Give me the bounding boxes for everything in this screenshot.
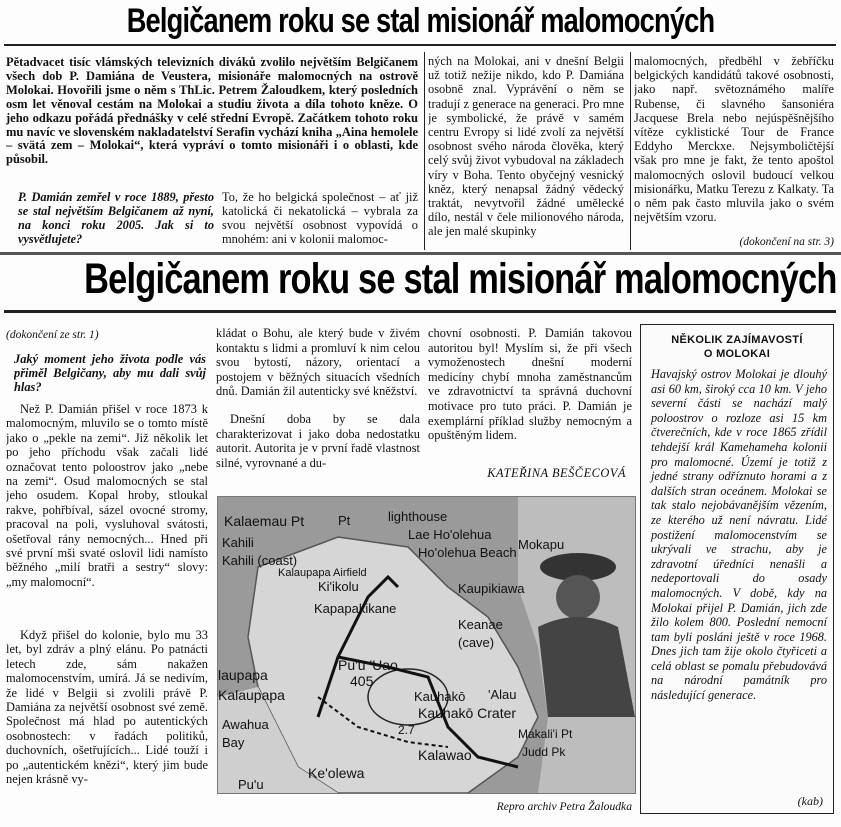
bottom-question: Jaký moment jeho života podle vás přiměl Belgičany, aby mu dali svůj hlas? [14, 352, 206, 394]
map-label: Ho'olehua Beach [418, 545, 517, 560]
map-label: Kahili [222, 535, 254, 550]
map-label: Kalaupapa Airfield [278, 567, 367, 579]
top-answer-start: To, že ho belgická společnost – ať již katolická či nekatolická – vybrala za svou největší osobnost vypovídá o mnohém: ani v kolonii malomoc- [222, 190, 418, 246]
map-label: Ke'olewa [308, 765, 365, 781]
map-label: Bay [222, 735, 245, 750]
sidebar-signature: (kab) [797, 794, 823, 808]
map-label: Kalaemau Pt [224, 513, 305, 529]
map-label: 405 [350, 673, 374, 689]
map-label: Ki'ikolu [318, 579, 359, 594]
map-label: lighthouse [388, 509, 448, 524]
molokai-map-photo [217, 496, 636, 794]
map-label: 2.7 [398, 723, 415, 737]
map-label: (cave) [458, 635, 495, 650]
map-label: Mokapu [518, 537, 565, 552]
map-label: Kalaupapa [218, 687, 285, 703]
map-label: Lae Ho'olehua [408, 527, 492, 542]
sidebar-box [640, 324, 834, 814]
map-label: Makali'i Pt [518, 727, 573, 741]
map-label: Awahua [222, 717, 269, 732]
top-lead-paragraph: Pětadvacet tisíc vlámských televizních diváků zvolilo největším Belgičanem všech dob P. Damiána de Veustera, misionáře malomocných na ostrově Molokai. Hovořili jsme o něm s ThLic. Petrem Žaloudkem, který posledních osm let věnoval cestám na Molokai a studiu života a díla tohoto kněze. O jeho odkazu pořádá přednášky v celé střední Evropě. Začátkem tohoto roku mu navíc ve slovenském nakladatelství Serafin vychází kniha „Aina hemolele – svätá zem – Molokai“, která vypráví o tomto misionáři i o oblasti, kde působil. [6, 56, 418, 167]
map-label: Kauhakō Crater [418, 705, 517, 721]
bottom-col2-para2: Dnešní doba by se dala charakterizovat i jako doba nedostatku autorit. Autorita je v první řadě vlastnost silné, vyrovnané a du- [216, 412, 420, 470]
map-label: Pu'u 'Uao [338, 657, 398, 673]
continued-from-note: (dokončení ze str. 1) [6, 329, 99, 341]
bottom-col1-para2: Když přišel do kolonie, bylo mu 33 let, byl zdráv a plný elánu. Po patnácti letech zde, sám nakažen malomocenstvím, umírá. Já se nedivím, že lidé v Belgii si zvolili právě P. Damiána za největší osobnost své země. Společnost má hlad po autentických osobnostech: v řadách politiků, duchovních, ošetřujících... Lidé touží i po „autentickém knězi“, který jim bude nejen krásně vy- [6, 628, 208, 787]
column-rule [630, 52, 631, 250]
continued-note: (dokončení na str. 3) [739, 236, 834, 248]
author-byline: KATEŘINA BEŠČECOVÁ [487, 466, 626, 480]
top-headline: Belgičanem roku se stal misionář malomocných [126, 2, 715, 40]
map-label-layer [218, 497, 635, 793]
sidebar-title: NĚKOLIK ZAJÍMAVOSTÍ O MOLOKAI [671, 334, 803, 360]
map-label: Kauhakō [414, 689, 466, 704]
map-label: Kaupikiawa [458, 581, 525, 596]
top-divider [4, 44, 836, 46]
top-question: P. Damián zemřel v roce 1889, přesto se stal největším Belgičanem až nyní, na konci roku 2005. Jak si to vysvětlujete? [18, 190, 214, 246]
column-rule [424, 52, 425, 250]
map-label: Judd Pk [522, 745, 566, 759]
map-label: Kalawao [418, 747, 472, 763]
bottom-headline: Belgičanem roku se stal misionář malomocných [84, 255, 837, 303]
top-column-four: malomocných, předběhl v žebříčku belgických kandidátů takové osobnosti, jako např. světoznámého malíře Rubense, či slavného šansoniéra Jacquese Brela nebo nejúspěšnějšího vítěze cyklistické Tour de France Eddyho Merckxe. Nejsymboličtější však pro mne je fakt, že tento apoštol malomocných oslovil budoucí velkou misionářku, Matku Terezu z Kalkaty. Ta o něm pak často mluvila jako o svém největším vzoru. [634, 54, 834, 225]
photo-credit: Repro archiv Petra Žaloudka [496, 800, 632, 813]
bottom-col2-para1: kládat o Bohu, ale který bude v živém kontaktu s lidmi a promluví k nim celou svou bytostí, názory, orientací a postojem v běžných situacích všedních dnů. Damián žil autenticky své kněžství. [216, 326, 420, 399]
map-label: Pt [338, 513, 351, 528]
bottom-col3-para1: chovní osobnosti. P. Damián takovou autoritou byl! Myslím si, že při všech vymoženostech dnešní moderní medicíny chybí mnoha zaměstnancům ve zdravotnictví ta správná duchovní motivace pro tuto práci. P. Damián je exemplární příklad služby nemocným a opuštěným lidem. [428, 326, 632, 443]
map-label: 'Alau [488, 687, 517, 702]
map-label: Kahili (coast) [222, 553, 298, 568]
sidebar-text: Havajský ostrov Molokai je dlouhý asi 60 km, široký cca 10 km. V jeho severní části se nachází malý poloostrov o rozloze asi 15 km čtverečních, kde v roce 1865 zřídil tehdejší král Kamehameha kolonii pro malomocné. Území je totiž z jedné strany odříznuto horami a z dalších stran oceánem. Molokai se tak stalo nejobávanějším vězením, ze kterého už není návratu. Lidé postižení malomocenstvím se ukrývali ve strachu, aby je zdravotní úředníci nenašli a nedeportovali do osady malomocných. V době, kdy na Molokai přijel P. Damián, jich zde žilo kolem 800. Poslední nemocní tam byli posláni ještě v roce 1968. Dnes jich tam žije okolo čtyřiceti a celá oblast se pomalu přebudovává na národní památník pro následující generace. [651, 367, 827, 703]
map-label: laupapa [218, 667, 268, 683]
top-column-three: ných na Molokai, ani v dnešní Belgii už totiž nežije nikdo, kdo P. Damiána osobně znal. Vyprávění o něm se tradují z generace na generaci. Pro mne je symbolické, že právě v samém centru Evropy si lidé zvolí za největší osobnost svého národa člověka, který celý svůj život vybudoval na základech víry v Boha. Tento obyčejný vesnický kněz, který nenapsal žádný vědecký traktát, nevytvořil žádné umělecké dílo, nestál v čele milionového národa, ale jen malé skupinky [428, 54, 624, 239]
bottom-col1-para1: Než P. Damián přišel v roce 1873 k malomocným, mluvilo se o tomto místě jako o „pekle na zemi“. Již několik let po jeho příchodu však začali lidé označovat tento poloostrov jako „nebe na zemi“. Osud malomocných se stal jeho osudem. Kopal hroby, stloukal rakve, pohřbíval, sázel ovocné stromy, pracoval na poli, vysluhoval svátosti, ošetřoval rány nemocných... Hned při své první mši svaté oslovil lidi namísto běžného „milí bratři a sestry“ slovy: „my malomocní“. [6, 402, 208, 589]
map-label: Kapapakikane [314, 601, 397, 616]
bottom-divider [4, 310, 836, 313]
map-label: Keanae [458, 617, 503, 632]
map-label: Pu'u [238, 777, 264, 792]
